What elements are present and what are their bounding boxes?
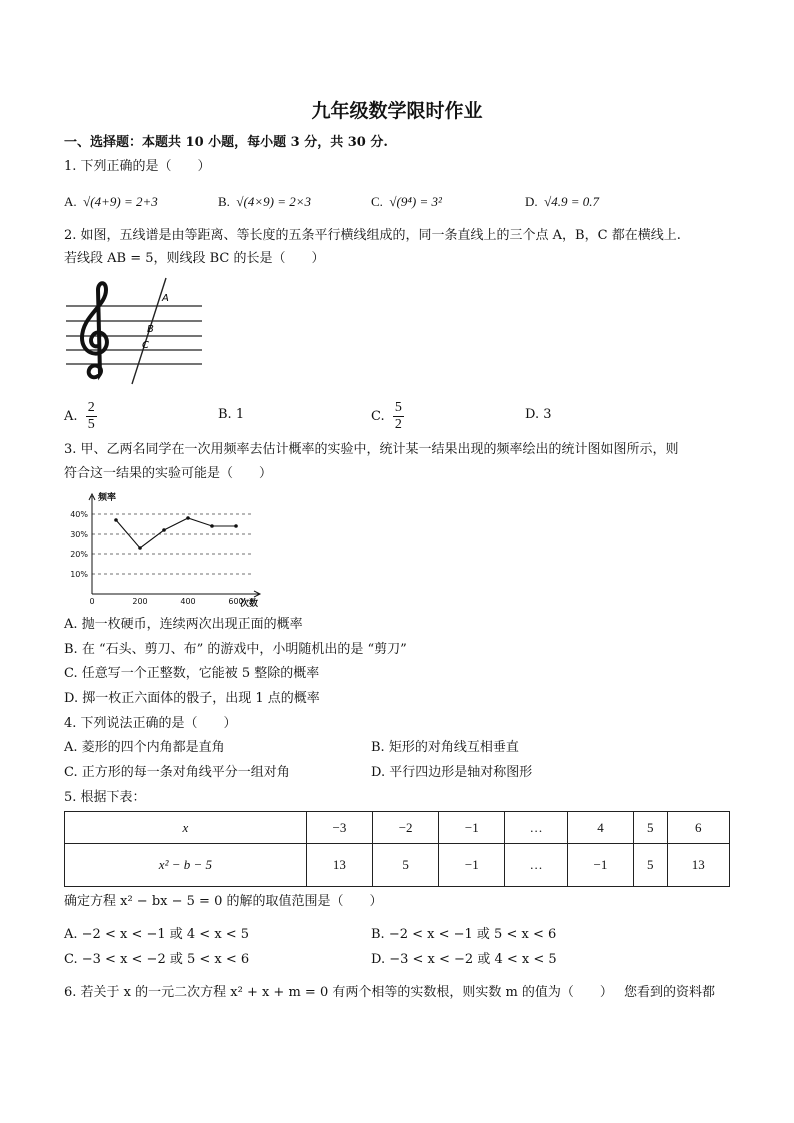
- point-label-a: A: [162, 293, 169, 304]
- q5-option-b: B. −2 < x < −1 或 5 < x < 6: [371, 927, 557, 942]
- table-cell: 5: [373, 844, 439, 887]
- value-table: [64, 811, 730, 887]
- q1-option-a: A. √(4+9) = 2+3: [64, 194, 158, 209]
- q2-option-c: C. $\frac{5}{2}$: [371, 400, 402, 432]
- table-row: [65, 844, 730, 887]
- q5-question: 确定方程 x² − bx − 5 = 0 的解的取值范围是（ ）: [64, 894, 383, 909]
- table-cell: −3: [306, 812, 372, 844]
- q1-option-b: B. √(4×9) = 2×3: [218, 194, 312, 209]
- q1-option-d: D. √4.9 = 0.7: [525, 194, 600, 209]
- q4-option-c: C. 正方形的每一条对角线平分一组对角: [64, 765, 290, 780]
- treble-clef-icon: [82, 283, 107, 377]
- table-row: [65, 812, 730, 844]
- table-cell: 13: [306, 844, 372, 887]
- table-cell: x: [65, 812, 307, 844]
- table-cell: −1: [439, 812, 505, 844]
- q1-stem: 1. 下列正确的是（ ）: [64, 159, 211, 174]
- table-cell: 4: [567, 812, 633, 844]
- table-cell: −1: [439, 844, 505, 887]
- frequency-chart: [62, 490, 272, 608]
- q3-option-c: C. 任意写一个正整数，它能被 5 整除的概率: [64, 666, 320, 681]
- data-point: [138, 546, 142, 550]
- x-tick-label: 600: [228, 597, 244, 606]
- page-title: 九年级数学限时作业: [311, 100, 483, 122]
- y-tick-label: 40%: [70, 510, 88, 519]
- q5-option-d: D. −3 < x < −2 或 4 < x < 5: [371, 952, 557, 967]
- q6-stem: 6. 若关于 x 的一元二次方程 x² + x + m = 0 有两个相等的实数根，则实数 m 的值为（ ）: [64, 985, 613, 1000]
- q3-option-a: A. 抛一枚硬币，连续两次出现正面的概率: [64, 617, 303, 632]
- x-tick-label: 200: [132, 597, 148, 606]
- x-tick-label: 400: [180, 597, 196, 606]
- q2-option-d: D. 3: [525, 407, 552, 422]
- q2-stem-line1: 2. 如图，五线谱是由等距离、等长度的五条平行横线组成的，同一条直线上的三个点 A，B，C 都在横线上.: [64, 228, 681, 243]
- staff-figure: [62, 276, 210, 388]
- data-point: [162, 528, 166, 532]
- y-tick-label: 10%: [70, 570, 88, 579]
- q2-stem-line2: 若线段 AB = 5，则线段 BC 的长是（ ）: [64, 251, 325, 266]
- data-point: [186, 516, 190, 520]
- section-heading: 一、选择题：本题共 10 小题，每小题 3 分，共 30 分.: [64, 135, 388, 150]
- q4-option-d: D. 平行四边形是轴对称图形: [371, 765, 533, 780]
- q5-option-a: A. −2 < x < −1 或 4 < x < 5: [64, 927, 250, 942]
- y-axis-label: 频率: [98, 493, 117, 503]
- point-label-c: C: [142, 340, 149, 351]
- q6-trailing-text: 您看到的资料都: [624, 985, 716, 1000]
- table-cell: −1: [567, 844, 633, 887]
- data-point: [234, 524, 238, 528]
- data-point: [210, 524, 214, 528]
- q3-stem-line1: 3. 甲、乙两名同学在一次用频率去估计概率的实验中，统计某一结果出现的频率绘出的统计图如图所示，则: [64, 442, 679, 457]
- x-axis-label: 次数: [240, 599, 259, 608]
- table-cell: −2: [373, 812, 439, 844]
- series-line: [116, 518, 236, 548]
- table-cell: x² − b − 5: [65, 844, 307, 887]
- y-tick-label: 30%: [70, 530, 88, 539]
- q3-option-b: B. 在 “石头、剪刀、布” 的游戏中，小明随机出的是 “剪刀”: [64, 642, 407, 657]
- table-cell: 13: [667, 844, 729, 887]
- q5-option-c: C. −3 < x < −2 或 5 < x < 6: [64, 952, 250, 967]
- table-cell: 5: [634, 844, 667, 887]
- table-cell: 5: [634, 812, 667, 844]
- point-label-b: B: [147, 324, 154, 335]
- y-tick-label: 20%: [70, 550, 88, 559]
- q4-option-a: A. 菱形的四个内角都是直角: [64, 740, 225, 755]
- q2-option-b: B. 1: [218, 407, 245, 422]
- x-tick-label: 0: [89, 597, 95, 606]
- q1-option-c: C. √(9⁴) = 3²: [371, 194, 442, 209]
- q4-option-b: B. 矩形的对角线互相垂直: [371, 740, 519, 755]
- data-point: [114, 518, 118, 522]
- q3-stem-line2: 符合这一结果的实验可能是（ ）: [64, 466, 273, 481]
- q4-stem: 4. 下列说法正确的是（ ）: [64, 716, 237, 731]
- table-cell: …: [505, 844, 567, 887]
- table-cell: 6: [667, 812, 729, 844]
- q3-option-d: D. 掷一枚正六面体的骰子，出现 1 点的概率: [64, 691, 320, 706]
- table-cell: …: [505, 812, 567, 844]
- q2-option-a: A. $\frac{2}{5}$: [64, 400, 95, 432]
- q5-stem: 5. 根据下表：: [64, 790, 146, 805]
